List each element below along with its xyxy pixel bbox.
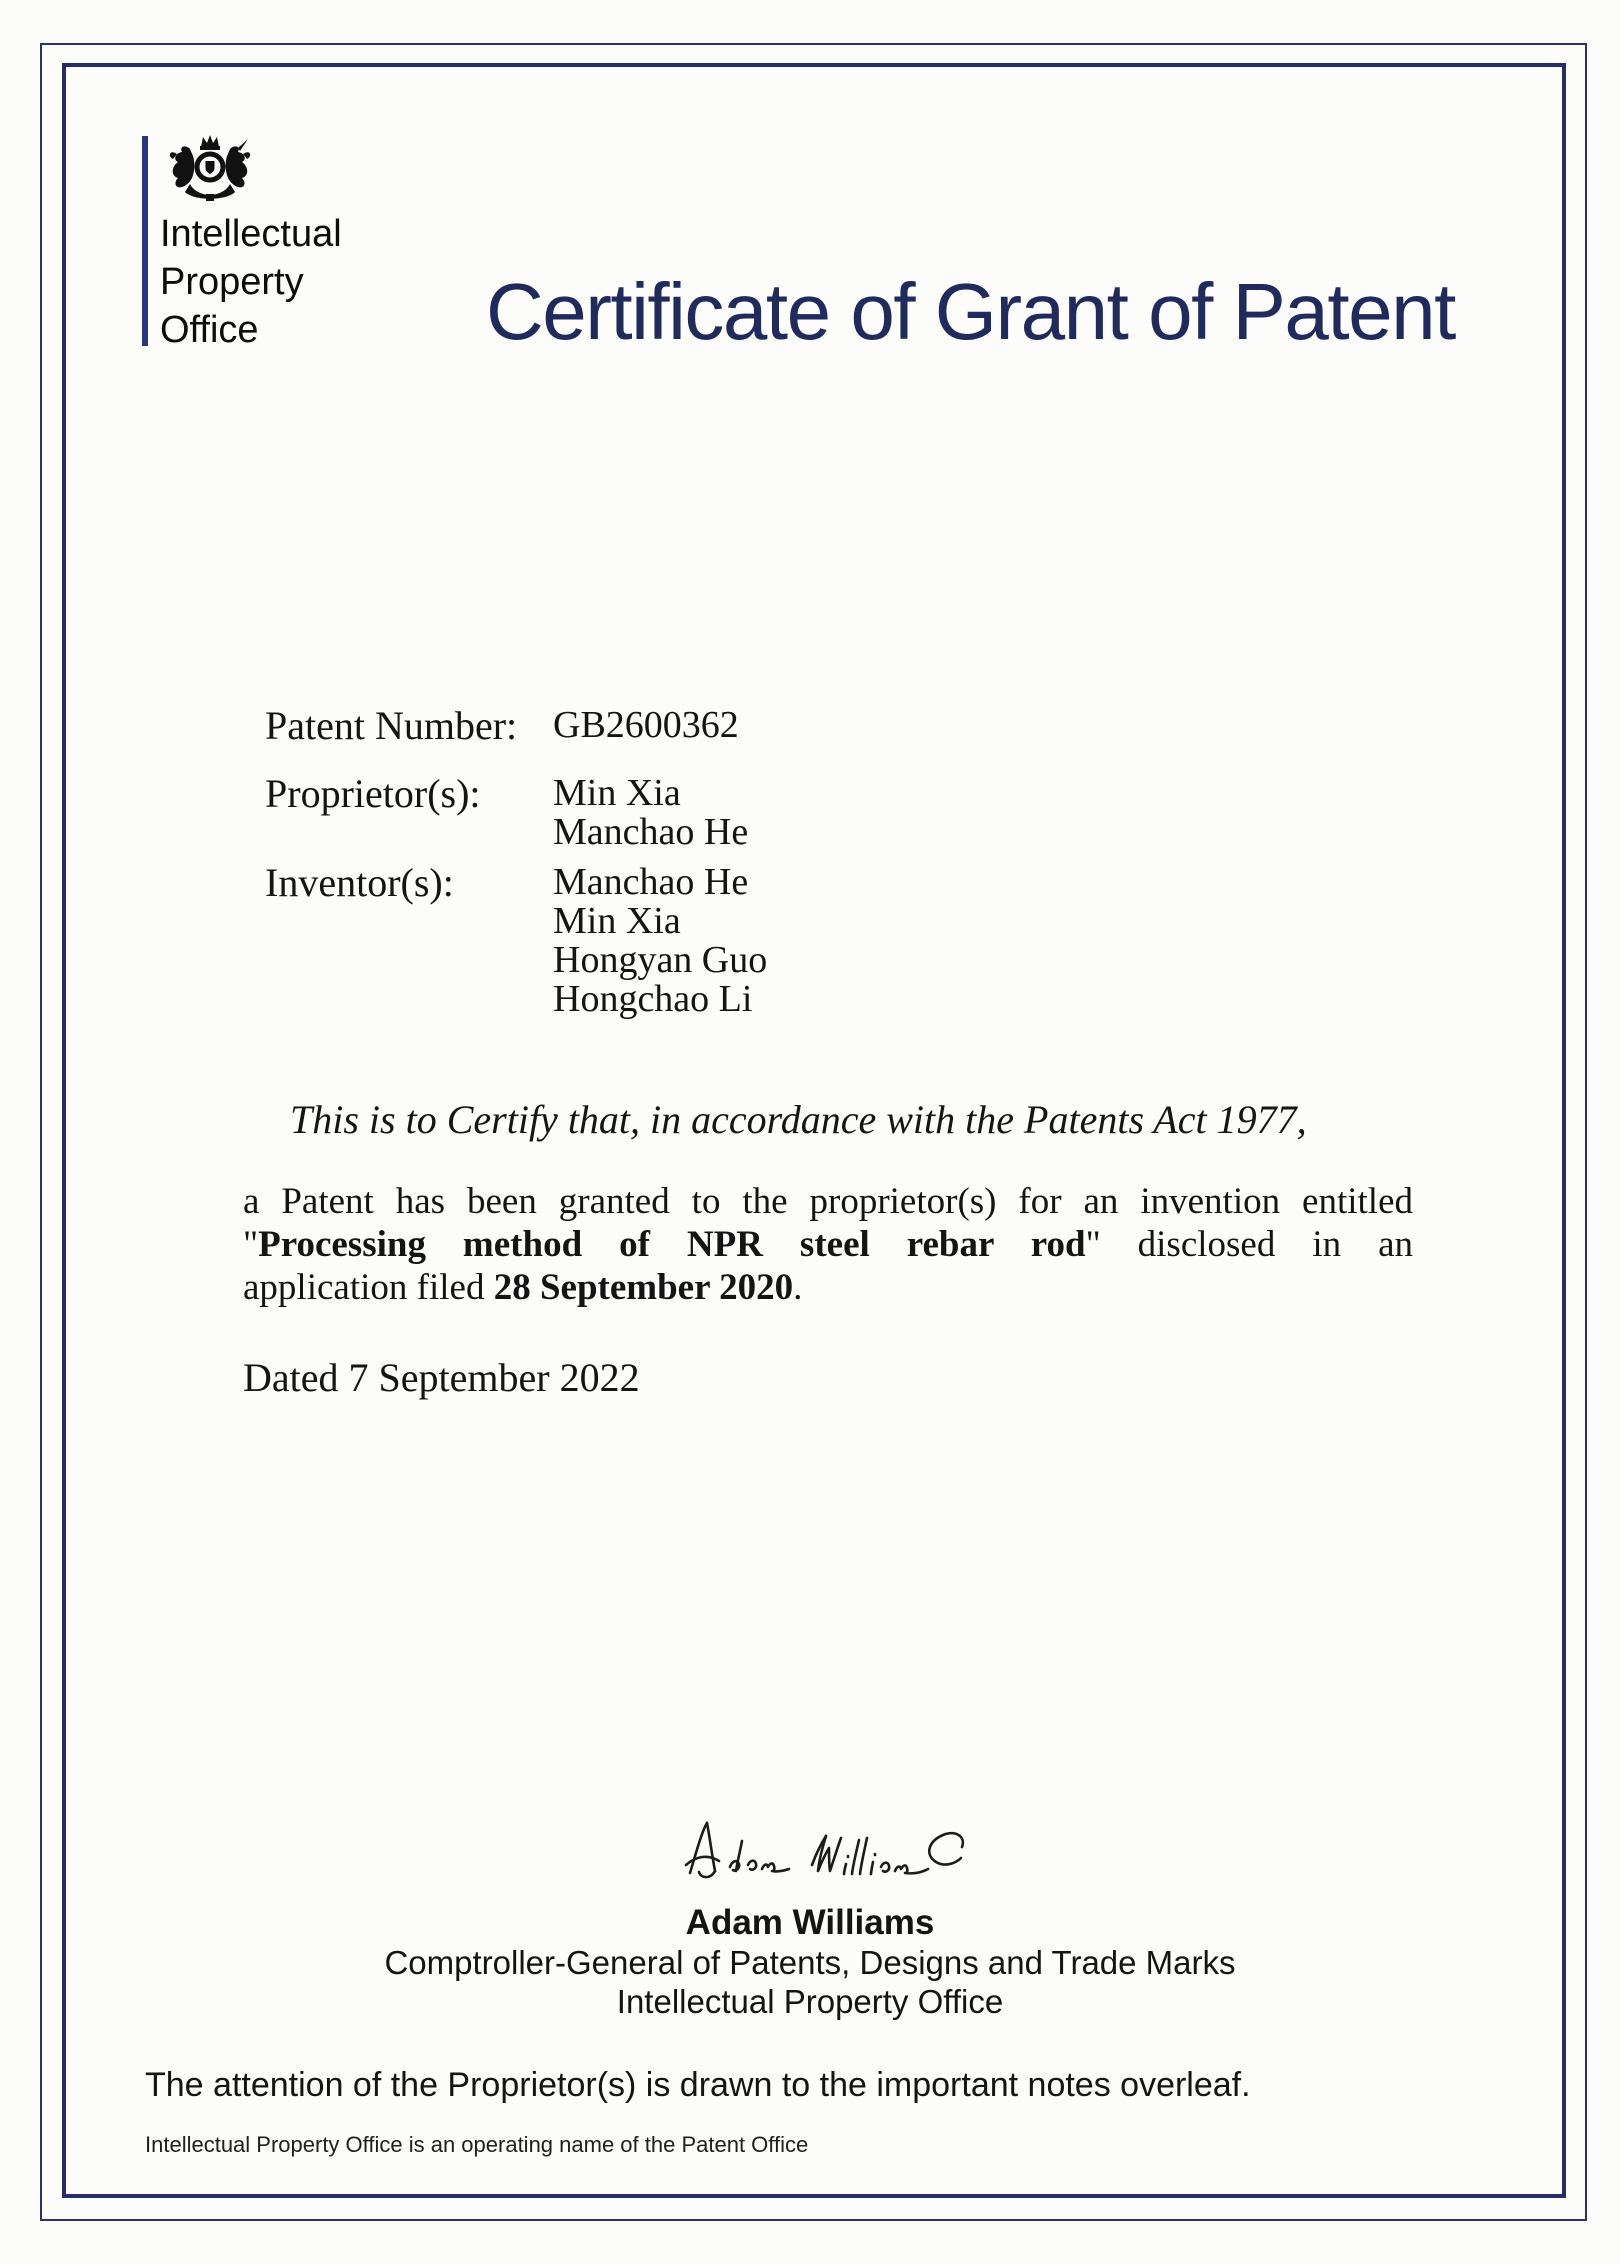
footer-smallprint: Intellectual Property Office is an operating name of the Patent Office <box>145 2132 809 2157</box>
field-value: Manchao He <box>553 861 749 903</box>
field-value: Hongyan Guo <box>553 939 768 981</box>
field-values <box>553 706 739 745</box>
grant-paragraph-line <box>243 1266 1413 1309</box>
certificate-title: Certificate of Grant of Patent <box>486 267 1455 356</box>
field-label: Proprietor(s): <box>265 771 481 816</box>
field-label: Patent Number: <box>265 703 518 748</box>
text-segment: a Patent has been granted to the proprietor(s) for an invention entitled <box>243 1181 1413 1222</box>
signatory-name: Adam Williams <box>685 1903 935 1942</box>
text-segment: . <box>793 1267 803 1308</box>
logo-word-intellectual: Intellectual <box>160 213 342 255</box>
field-values <box>553 863 767 1019</box>
dated-line: Dated 7 September 2022 <box>243 1355 640 1400</box>
bold-text-segment: Processing method of NPR steel rebar rod <box>258 1224 1086 1265</box>
field-row <box>265 860 1265 1020</box>
bold-text-segment: 28 September 2020 <box>493 1267 794 1308</box>
field-row <box>265 703 1265 748</box>
field-row <box>265 771 1265 853</box>
logo-word-property: Property <box>160 261 304 303</box>
field-value: Min Xia <box>553 900 681 942</box>
signatory-block <box>0 1903 1620 2021</box>
text-segment: " <box>243 1224 259 1265</box>
grant-paragraph <box>243 1180 1413 1309</box>
signatory-org: Intellectual Property Office <box>616 1983 1004 2020</box>
signature-icon <box>678 1818 970 1882</box>
field-values <box>553 774 748 852</box>
footer-notice: The attention of the Proprietor(s) is drawn to the important notes overleaf. <box>145 2066 1251 2104</box>
logo-vertical-bar <box>142 136 148 346</box>
field-value: Min Xia <box>553 772 681 814</box>
royal-coat-of-arms-icon <box>160 134 260 208</box>
field-value: GB2600362 <box>553 704 739 746</box>
field-label: Inventor(s): <box>265 860 454 905</box>
patent-fields <box>265 703 1265 1020</box>
grant-paragraph-line <box>243 1223 1413 1266</box>
logo-word-office: Office <box>160 309 259 351</box>
signatory-role: Comptroller-General of Patents, Designs and Trade Marks <box>384 1944 1236 1981</box>
text-segment: " disclosed in an <box>1085 1224 1414 1265</box>
grant-paragraph-line <box>243 1180 1413 1223</box>
logo-wordmark <box>160 210 460 354</box>
certify-statement: This is to Certify that, in accordance with the Patents Act 1977, <box>290 1097 1307 1142</box>
field-value: Hongchao Li <box>553 978 753 1020</box>
text-segment: application filed <box>243 1267 494 1308</box>
field-value: Manchao He <box>553 811 749 853</box>
